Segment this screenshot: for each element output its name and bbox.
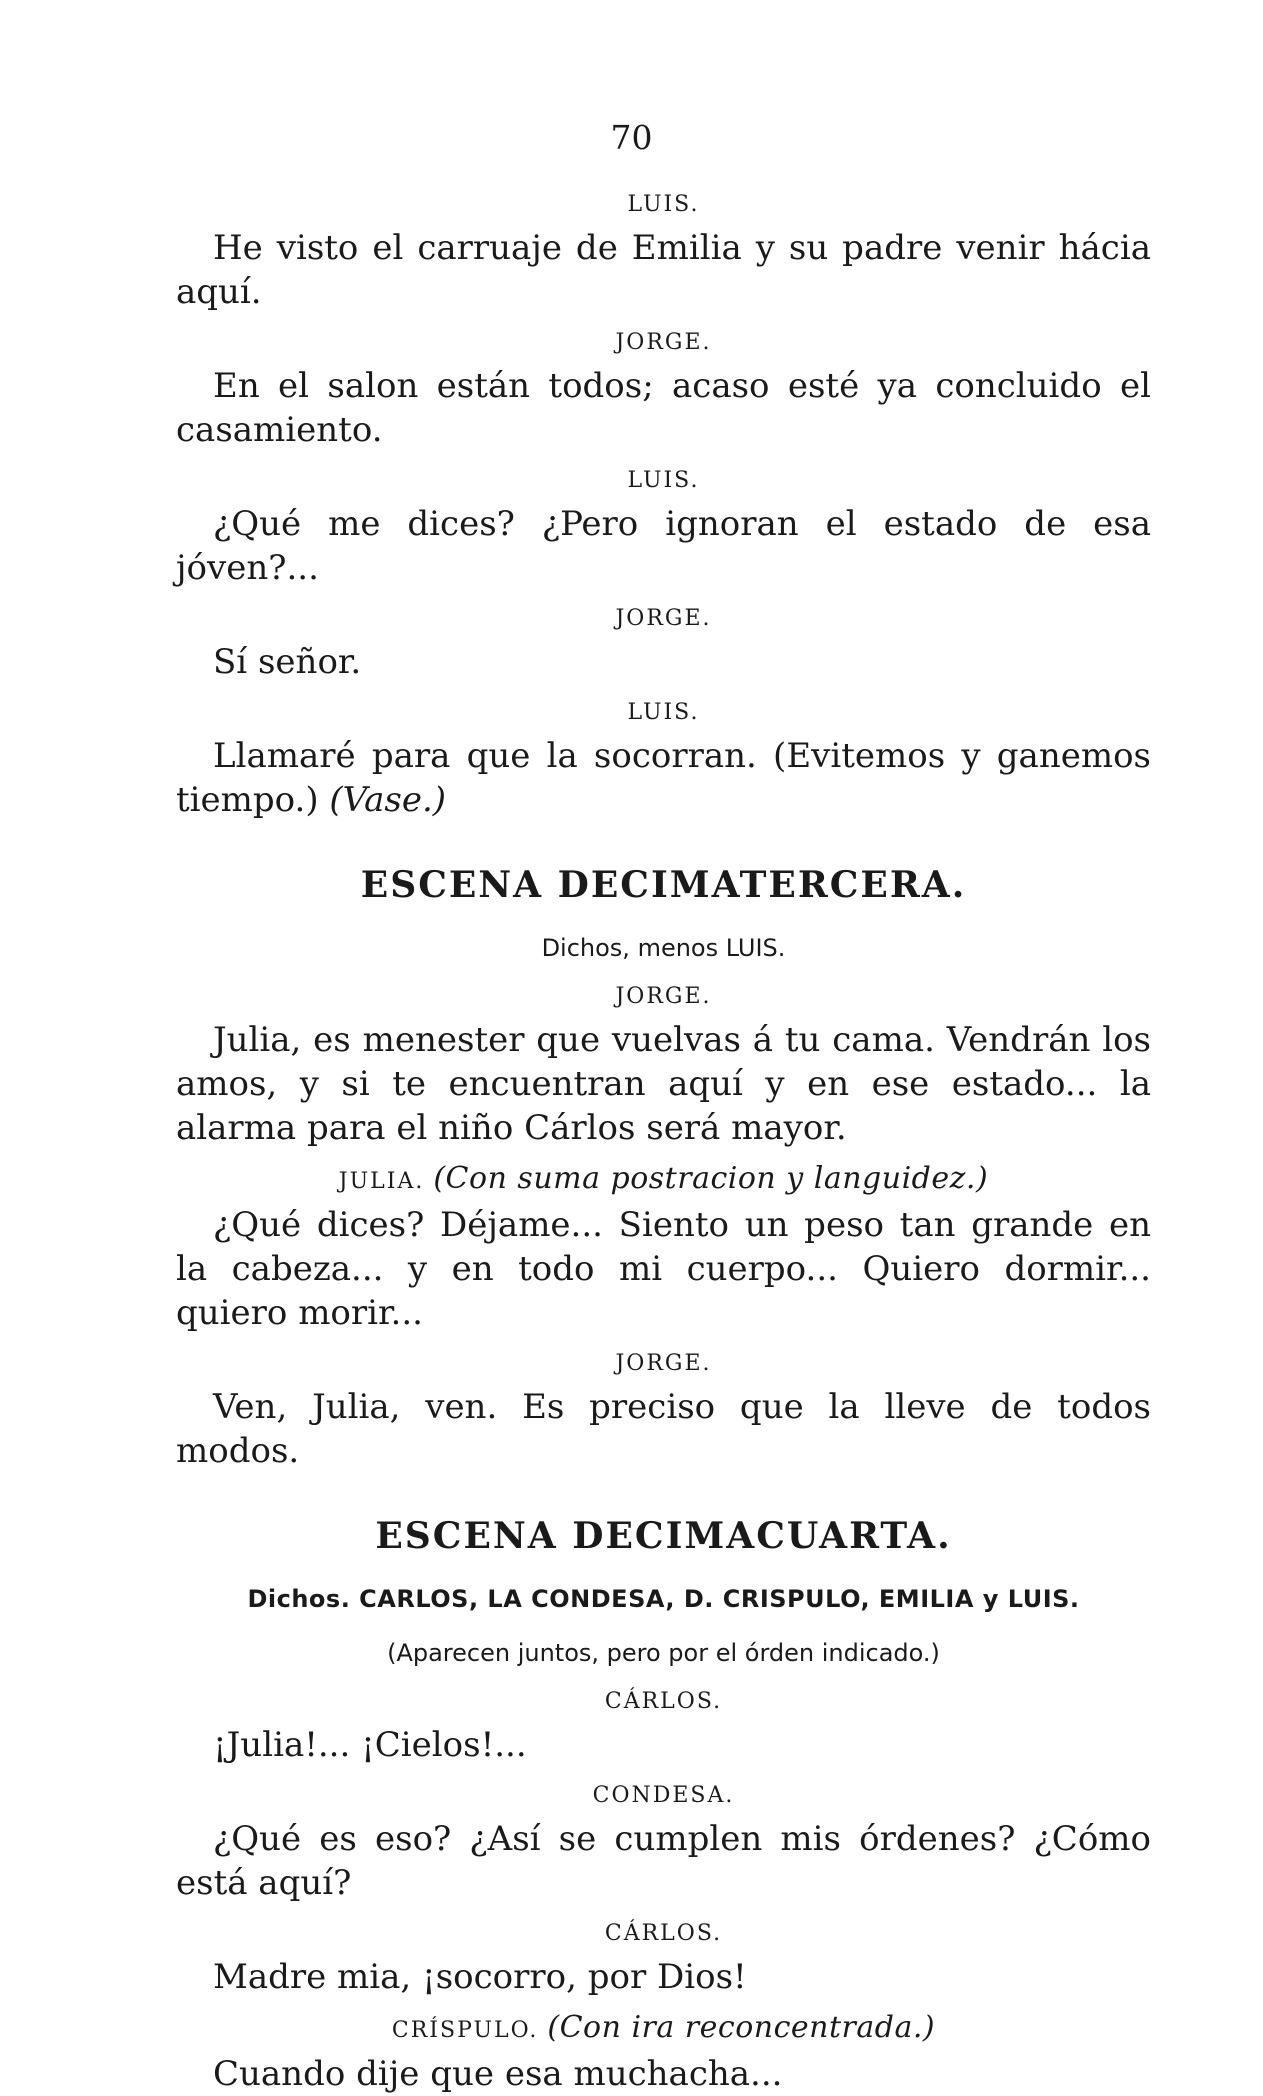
scene-cast-note: (Aparecen juntos, pero por el órden indicado.) [387, 1639, 940, 1667]
speaker-with-direction [176, 1161, 1151, 1197]
stage-direction: (Con suma postracion y languidez.) [433, 1161, 989, 1196]
dialogue-line: ¿Qué es eso? ¿Así se cumplen mis órdenes? ¿Cómo está aquí? [176, 1819, 1151, 1903]
dialogue-line: He visto el carruaje de Emilia y su padre venir hácia aquí. [176, 228, 1151, 312]
speaker-name: CÁRLOS. [604, 1689, 723, 1714]
dialogue-line: Cuando dije que esa muchacha... [213, 2054, 783, 2094]
speaker-name: LUIS. [627, 468, 700, 493]
speaker-name: JORGE. [615, 984, 712, 1009]
speaker-with-direction [176, 2010, 1151, 2046]
speaker-name: CONDESA. [592, 1783, 735, 1808]
dialogue-text: Llamaré para que la socorran. (Evitemos y ganemos tiempo.) [176, 736, 1151, 820]
stage-direction: (Con ira reconcentrada.) [547, 2010, 936, 2045]
dialogue-line: ¡Julia!... ¡Cielos!... [213, 1725, 527, 1765]
scene-cast: Dichos, menos LUIS. [541, 934, 786, 962]
dialogue-line: Sí señor. [213, 642, 362, 682]
dialogue-line: Julia, es menester que vuelvas á tu cama. Vendrán los amos, y si te encuentran aquí y en ese estado... la alarma para el niño Cárlos será mayor. [176, 1020, 1151, 1148]
speaker-name: JORGE. [615, 1351, 712, 1376]
stage-direction: (Vase.) [329, 780, 447, 820]
speaker-name: CRÍSPULO. [391, 2018, 539, 2043]
dialogue-line: ¿Qué dices? Déjame... Siento un peso tan grande en la cabeza... y en todo mi cuerpo... Quiero dormir... quiero morir... [176, 1205, 1151, 1333]
dialogue-line: Ven, Julia, ven. Es preciso que la lleve de todos modos. [176, 1387, 1151, 1471]
scene-cast: Dichos. CARLOS, LA CONDESA, D. CRISPULO, EMILIA y LUIS. [247, 1585, 1080, 1613]
scene-heading: ESCENA DECIMATERCERA. [360, 864, 967, 906]
speaker-name: JORGE. [615, 330, 712, 355]
scene-heading: ESCENA DECIMACUARTA. [375, 1515, 952, 1557]
play-text [176, 176, 1151, 2096]
dialogue-line: Madre mia, ¡socorro, por Dios! [213, 1957, 747, 1997]
speaker-name: CÁRLOS. [604, 1921, 723, 1946]
dialogue-line: ¿Qué me dices? ¿Pero ignoran el estado de esa jóven?... [176, 504, 1151, 588]
speaker-name: LUIS. [627, 192, 700, 217]
dialogue-line: En el salon están todos; acaso esté ya concluido el casamiento. [176, 366, 1151, 450]
page-number: 70 [610, 118, 653, 157]
speaker-name: JORGE. [615, 606, 712, 631]
dialogue-line [176, 734, 1151, 822]
speaker-name: JULIA. [338, 1169, 425, 1194]
speaker-name: LUIS. [627, 700, 700, 725]
